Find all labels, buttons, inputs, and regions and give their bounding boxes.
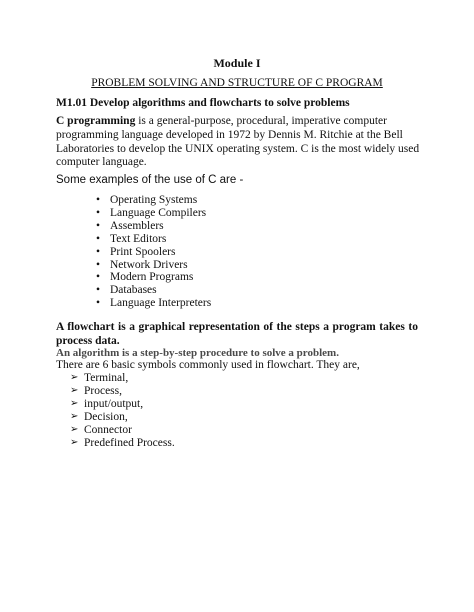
list-item xyxy=(96,259,211,272)
list-item-label: Terminal, xyxy=(84,372,129,384)
list-item-label: Assemblers xyxy=(110,219,164,232)
list-item-label: Predefined Process. xyxy=(84,436,175,449)
list-item-label: input/output, xyxy=(84,397,144,410)
list-item-label: Databases xyxy=(110,284,157,297)
bullet-icon: • xyxy=(96,258,101,271)
list-item xyxy=(96,297,211,310)
list-item-label: Language Interpreters xyxy=(110,297,212,310)
list-item xyxy=(96,194,211,207)
list-item-label: Operating Systems xyxy=(110,194,198,206)
examples-title: Some examples of the use of C are - xyxy=(56,174,244,186)
bullet-icon: • xyxy=(96,232,101,245)
intro-bold-term: C programming xyxy=(56,115,136,127)
list-item-label: Process, xyxy=(84,384,123,397)
section-heading: M1.01 Develop algorithms and flowcharts to solve problems xyxy=(56,97,350,109)
list-item xyxy=(70,372,175,385)
bullet-icon: • xyxy=(96,219,101,232)
bullet-icon: • xyxy=(96,206,101,219)
arrow-bullet-icon: ➢ xyxy=(70,423,79,435)
bullet-icon: • xyxy=(96,284,101,297)
arrow-bullet-icon: ➢ xyxy=(70,436,79,448)
list-item xyxy=(70,424,175,437)
list-item-label: Text Editors xyxy=(110,232,167,245)
algorithm-definition: An algorithm is a step-by-step procedure to solve a problem. xyxy=(56,347,339,359)
list-item-label: Network Drivers xyxy=(110,258,188,271)
list-item xyxy=(96,246,211,259)
bullet-icon: • xyxy=(96,271,101,284)
list-item xyxy=(96,284,211,297)
arrow-bullet-icon: ➢ xyxy=(70,410,79,422)
flowchart-definition: A flowchart is a graphical representation of the steps a program takes to process data. xyxy=(56,321,418,347)
symbols-list xyxy=(70,372,175,449)
bullet-icon: • xyxy=(96,194,101,206)
examples-list xyxy=(96,194,211,310)
bullet-icon: • xyxy=(96,297,101,310)
module-title: Module I xyxy=(213,56,261,70)
list-item-label: Language Compilers xyxy=(110,206,207,219)
symbols-intro: There are 6 basic symbols commonly used in flowchart. They are, xyxy=(56,359,360,371)
list-item xyxy=(96,233,211,246)
intro-text: is a general-purpose, procedural, imperative computer programming language developed in 1972 by Dennis M. Ritchie at the Bell Laboratories to develop the UNIX operating system. C is the most widely used computer language. xyxy=(56,115,420,169)
list-item xyxy=(70,385,175,398)
list-item-label: Decision, xyxy=(84,410,128,423)
list-item xyxy=(96,207,211,220)
list-item-label: Print Spoolers xyxy=(110,245,176,258)
bullet-icon: • xyxy=(96,245,101,258)
intro-paragraph xyxy=(56,115,426,170)
arrow-bullet-icon: ➢ xyxy=(70,397,79,409)
list-item xyxy=(70,411,175,424)
arrow-bullet-icon: ➢ xyxy=(70,372,79,383)
list-item-label: Connector xyxy=(84,423,132,436)
list-item xyxy=(70,437,175,450)
list-item xyxy=(96,220,211,233)
list-item-label: Modern Programs xyxy=(110,271,194,284)
main-heading: PROBLEM SOLVING AND STRUCTURE OF C PROGRAM xyxy=(91,77,383,89)
list-item xyxy=(96,271,211,284)
arrow-bullet-icon: ➢ xyxy=(70,384,79,396)
list-item xyxy=(70,398,175,411)
